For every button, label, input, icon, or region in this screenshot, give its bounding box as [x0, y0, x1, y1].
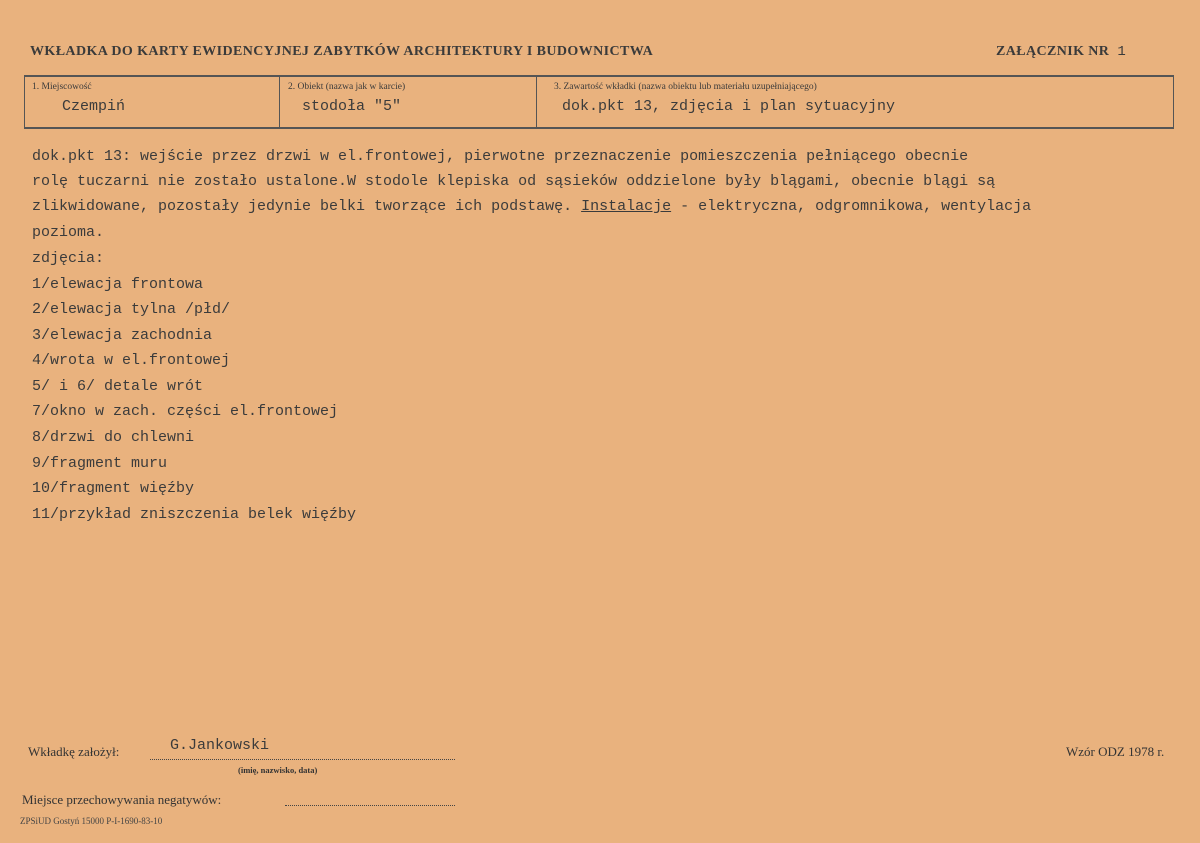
- body-line-3-a: zlikwidowane, pozostały jedynie belki tworzące ich podstawę.: [32, 198, 582, 215]
- negatives-label: Miejsce przechowywania negatywów:: [22, 792, 222, 807]
- field-divider-left: [24, 77, 25, 127]
- field-divider-1: [279, 77, 280, 127]
- annex-label: [996, 44, 1126, 60]
- photo-item-2: 2/elewacja tylna /płd/: [32, 301, 231, 318]
- field-object-label: 2. Obiekt (nazwa jak w karcie): [288, 82, 406, 92]
- field-locality-value: Czempiń: [62, 98, 126, 115]
- body-line-4: pozioma.: [32, 224, 105, 241]
- photo-item-3: 3/elewacja zachodnia: [32, 327, 213, 344]
- founder-value: G.Jankowski: [170, 737, 270, 754]
- photos-heading: zdjęcia:: [32, 250, 105, 267]
- annex-number: 1: [1117, 44, 1127, 60]
- field-contents-value: dok.pkt 13, zdjęcia i plan sytuacyjny: [562, 98, 896, 115]
- photo-item-5: 5/ i 6/ detale wrót: [32, 378, 204, 395]
- photo-item-10: 11/przykład zniszczenia belek więźby: [32, 506, 357, 523]
- field-contents-label: 3. Zawartość wkładki (nazwa obiektu lub materiału uzupełniającego): [554, 82, 817, 92]
- photo-item-9: 10/fragment więźby: [32, 480, 195, 497]
- photo-item-1: 1/elewacja frontowa: [32, 276, 204, 293]
- header-rule-top: [24, 75, 1174, 77]
- header-rule-bottom: [24, 127, 1174, 129]
- founder-hint: (imię, nazwisko, data): [238, 765, 318, 775]
- annex-label-text: ZAŁĄCZNIK NR: [996, 44, 1110, 59]
- printer-imprint: ZPSiUD Gostyń 15000 P-I-1690-83-10: [20, 816, 163, 826]
- field-divider-2: [536, 77, 537, 127]
- field-object-value: stodoła "5": [302, 98, 402, 115]
- body-line-2: rolę tuczarni nie zostało ustalone.W stodole klepiska od sąsieków oddzielone były blągami, obecnie blągi są: [32, 173, 996, 190]
- installations-underlined: Instalacje: [581, 198, 672, 215]
- photo-item-4: 4/wrota w el.frontowej: [32, 352, 231, 369]
- photo-item-8: 9/fragment muru: [32, 455, 168, 472]
- photo-item-6: 7/okno w zach. części el.frontowej: [32, 403, 339, 420]
- field-divider-right: [1173, 77, 1174, 127]
- body-line-3: [32, 198, 1031, 215]
- body-line-3-b: - elektryczna, odgromnikowa, wentylacja: [671, 198, 1032, 215]
- template-note: Wzór ODZ 1978 r.: [1066, 744, 1165, 759]
- founder-label: Wkładkę założył:: [28, 744, 120, 759]
- photo-item-7: 8/drzwi do chlewni: [32, 429, 195, 446]
- body-line-1: dok.pkt 13: wejście przez drzwi w el.frontowej, pierwotne przeznaczenie pomieszczenia pełniącego obecnie: [32, 148, 969, 165]
- negatives-dotted-line: [285, 804, 455, 806]
- founder-dotted-line: [150, 758, 455, 760]
- document-title: WKŁADKA DO KARTY EWIDENCYJNEJ ZABYTKÓW ARCHITEKTURY I BUDOWNICTWA: [30, 44, 654, 59]
- field-locality-label: 1. Miejscowość: [32, 82, 92, 92]
